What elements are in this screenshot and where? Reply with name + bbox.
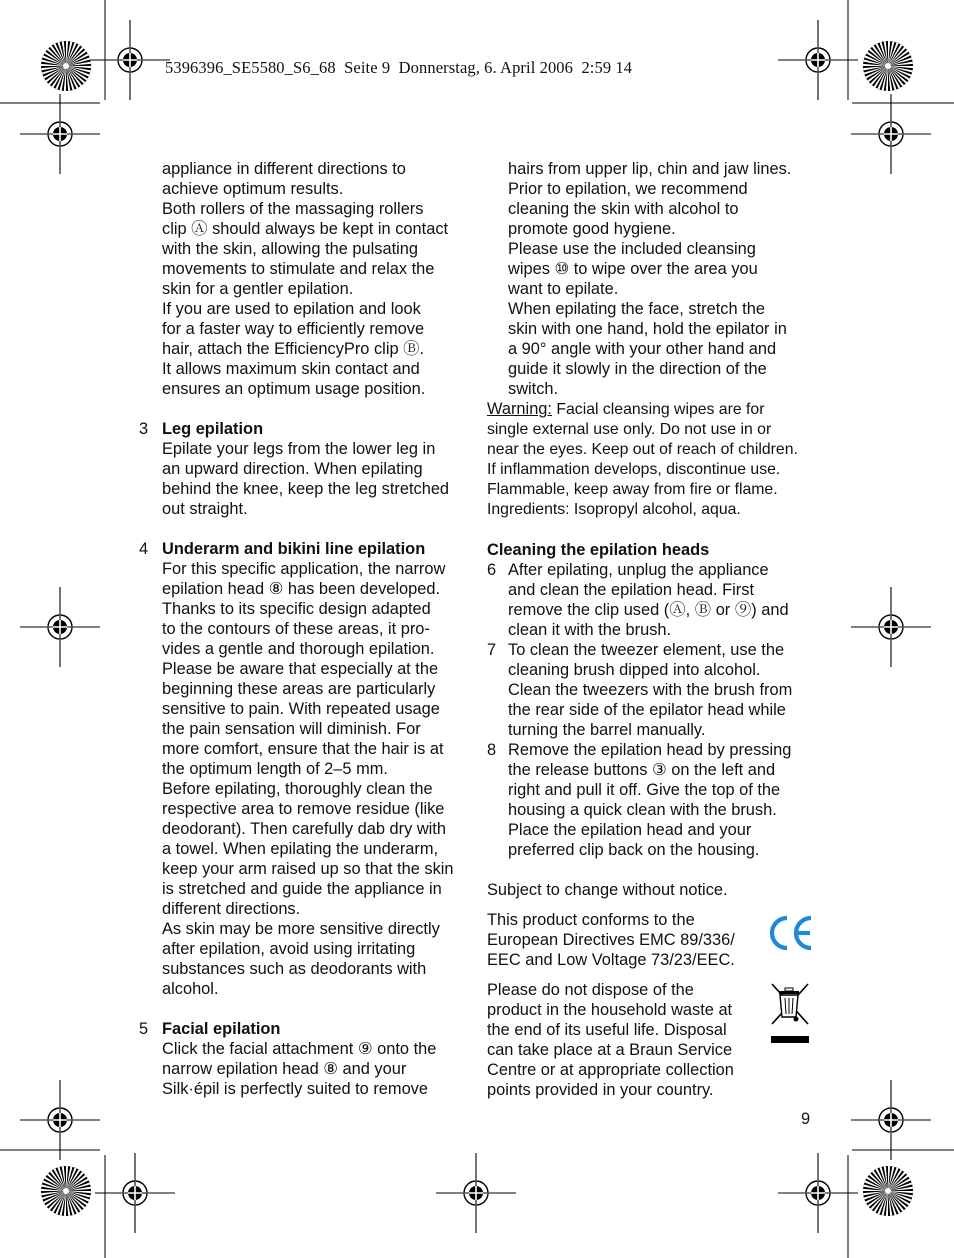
text-line: clip Ⓐ should always be kept in contact [162, 220, 449, 238]
text-line: Silk·épil is perfectly suited to remove [162, 1080, 428, 1098]
print-slug-line: 5396396_SE5580_S6_68 Seite 9 Donnerstag, 6. April 2006 2:59 14 [165, 58, 633, 77]
color-calibration-star-icon [863, 1166, 913, 1216]
text-line: Please do not dispose of the [487, 981, 694, 999]
registration-mark-icon [95, 1153, 175, 1233]
text-line: right and pull it off. Give the top of the [508, 781, 781, 799]
text-line: single external use only. Do not use in or [487, 421, 772, 438]
text-line: cleaning brush dipped into alcohol. [508, 661, 761, 679]
text-line: an upward direction. When epilating [162, 460, 423, 478]
text-line: keep your arm raised up so that the skin [162, 860, 454, 878]
warning-text [487, 420, 817, 520]
text-line: Remove the epilation head by pressing [508, 741, 792, 759]
text-line: As skin may be more sensitive directly [162, 920, 440, 938]
text-line: achieve optimum results. [162, 180, 344, 198]
text-line: to the contours of these areas, it pro- [162, 620, 430, 638]
text-line: switch. [508, 380, 559, 398]
section-number: 4 [139, 540, 149, 558]
text-line: more comfort, ensure that the hair is at [162, 740, 444, 758]
text-line: beginning these areas are particularly [162, 680, 436, 698]
text-line: Place the epilation head and your [508, 821, 752, 839]
warning-label: Warning: [487, 400, 552, 418]
text-line: wipes ⑩ to wipe over the area you [508, 260, 758, 278]
change-notice: Subject to change without notice. [487, 881, 728, 899]
text-line: Click the facial attachment ⑨ onto the [162, 1040, 437, 1058]
text-line: narrow epilation head ⑧ and your [162, 1060, 407, 1078]
text-line: the pain sensation will diminish. For [162, 720, 421, 738]
text-line: a towel. When epilating the underarm, [162, 840, 439, 858]
registration-mark-icon [778, 1153, 858, 1233]
text-line: want to epilate. [508, 280, 619, 298]
color-calibration-star-icon [41, 1166, 91, 1216]
text-line: Clean the tweezers with the brush from [508, 681, 793, 699]
text-line: If you are used to epilation and look [162, 300, 421, 318]
facial-epilation-continued [487, 159, 817, 399]
text-line: appliance in different directions to [162, 160, 406, 178]
step-number: 6 [487, 561, 497, 579]
color-calibration-star-icon [863, 41, 913, 91]
ce-mark-icon [767, 912, 815, 954]
text-line: Ingredients: Isopropyl alcohol, aqua. [487, 501, 741, 518]
text-line: To clean the tweezer element, use the [508, 641, 785, 659]
text-line: sensitive to pain. With repeated usage [162, 700, 440, 718]
conformity-block [487, 910, 757, 970]
text-line: guide it slowly in the direction of the [508, 360, 767, 378]
section-body [162, 559, 472, 999]
text-line: is stretched and guide the appliance in [162, 880, 442, 898]
text-line: Before epilating, thoroughly clean the [162, 780, 433, 798]
text-line: deodorant). Then carefully dab dry with [162, 820, 446, 838]
text-line: turning the barrel manually. [508, 721, 706, 739]
intro-paragraph [162, 159, 472, 399]
left-column [139, 159, 472, 1099]
cleaning-step [487, 740, 817, 860]
section-number: 3 [139, 420, 149, 438]
disposal-text [487, 980, 757, 1100]
text-line: clean it with the brush. [508, 621, 672, 639]
text-line: EEC and Low Voltage 73/23/EEC. [487, 951, 735, 969]
text-line: points provided in your country. [487, 1081, 714, 1099]
text-line: skin for a gentler epilation. [162, 280, 354, 298]
text-line: behind the knee, keep the leg stretched [162, 480, 450, 498]
text-line: for a faster way to efficiently remove [162, 320, 425, 338]
section-heading: Facial epilation [162, 1020, 281, 1038]
text-line: can take place at a Braun Service [487, 1041, 733, 1059]
text-line: vides a gentle and thorough epilation. [162, 640, 435, 658]
text-line: Both rollers of the massaging rollers [162, 200, 424, 218]
text-line: European Directives EMC 89/336/ [487, 931, 735, 949]
text-line: ensures an optimum usage position. [162, 380, 426, 398]
cleaning-heading: Cleaning the epilation heads [487, 541, 710, 559]
registration-mark-icon [20, 587, 100, 667]
text-line: Epilate your legs from the lower leg in [162, 440, 436, 458]
conformity-text [487, 910, 757, 970]
text-line: out straight. [162, 500, 248, 518]
text-line: Prior to epilation, we recommend [508, 180, 748, 198]
text-line: Thanks to its specific design adapted [162, 600, 431, 618]
text-line: If inflammation develops, discontinue use. [487, 461, 781, 478]
right-column [487, 159, 817, 1100]
text-line: housing a quick clean with the brush. [508, 801, 777, 819]
text-line: the end of its useful life. Disposal [487, 1021, 727, 1039]
cleaning-step [487, 560, 817, 640]
text-line: This product conforms to the [487, 911, 695, 929]
text-line: cleaning the skin with alcohol to [508, 200, 739, 218]
section-heading: Underarm and bikini line epilation [162, 540, 426, 558]
registration-mark-icon [90, 20, 170, 100]
registration-mark-icon [778, 20, 858, 100]
text-line: It allows maximum skin contact and [162, 360, 420, 378]
text-line: a 90° angle with your other hand and [508, 340, 777, 358]
text-line: the rear side of the epilator head while [508, 701, 786, 719]
text-line: When epilating the face, stretch the [508, 300, 765, 318]
text-line: respective area to remove residue (like [162, 800, 445, 818]
text-line: Please be aware that especially at the [162, 660, 439, 678]
registration-mark-icon [851, 587, 931, 667]
text-line: preferred clip back on the housing. [508, 841, 760, 859]
text-line: For this specific application, the narrow [162, 560, 446, 578]
text-line: hairs from upper lip, chin and jaw lines. [508, 160, 792, 178]
registration-mark-icon [20, 94, 100, 174]
text-line: alcohol. [162, 980, 219, 998]
text-line: skin with one hand, hold the epilator in [508, 320, 787, 338]
text-line: Flammable, keep away from fire or flame. [487, 481, 778, 498]
text-line: hair, attach the EfficiencyPro clip Ⓑ. [162, 340, 425, 358]
text-line: remove the clip used (Ⓐ, Ⓑ or ⑨) and [508, 601, 789, 619]
page-number: 9 [801, 1110, 811, 1128]
warning-block [487, 399, 817, 520]
cleaning-steps [487, 560, 817, 860]
text-line: epilation head ⑧ has been developed. [162, 580, 441, 598]
section-leg-epilation [139, 419, 472, 519]
registration-mark-icon [20, 1080, 100, 1160]
disposal-block [487, 980, 757, 1100]
cleaning-step [487, 640, 817, 740]
text-line: different directions. [162, 900, 301, 918]
section-heading: Leg epilation [162, 420, 264, 438]
registration-mark-icon [851, 1080, 931, 1160]
crossed-out-wheelie-bin-icon [767, 982, 813, 1048]
text-line: promote good hygiene. [508, 220, 676, 238]
section-underarm-bikini [139, 539, 472, 999]
registration-mark-icon [851, 94, 931, 174]
section-body [162, 1039, 472, 1099]
warning-text: Facial cleansing wipes are for [551, 401, 765, 418]
section-facial-epilation [139, 1019, 472, 1099]
text-line: Please use the included cleansing [508, 240, 756, 258]
text-line: the release buttons ③ on the left and [508, 761, 776, 779]
text-line: substances such as deodorants with [162, 960, 427, 978]
step-number: 8 [487, 741, 497, 759]
text-line: with the skin, allowing the pulsating [162, 240, 419, 258]
text-line: and clean the epilation head. First [508, 581, 755, 599]
section-body [162, 439, 472, 519]
text-line: after epilation, avoid using irritating [162, 940, 416, 958]
registration-mark-icon [436, 1153, 516, 1233]
step-number: 7 [487, 641, 497, 659]
text-line: Centre or at appropriate collection [487, 1061, 734, 1079]
section-number: 5 [139, 1020, 149, 1038]
text-line: near the eyes. Keep out of reach of children. [487, 441, 798, 458]
text-line: movements to stimulate and relax the [162, 260, 435, 278]
text-line: the optimum length of 2–5 mm. [162, 760, 388, 778]
text-line: After epilating, unplug the appliance [508, 561, 769, 579]
text-line: product in the household waste at [487, 1001, 733, 1019]
color-calibration-star-icon [41, 41, 91, 91]
